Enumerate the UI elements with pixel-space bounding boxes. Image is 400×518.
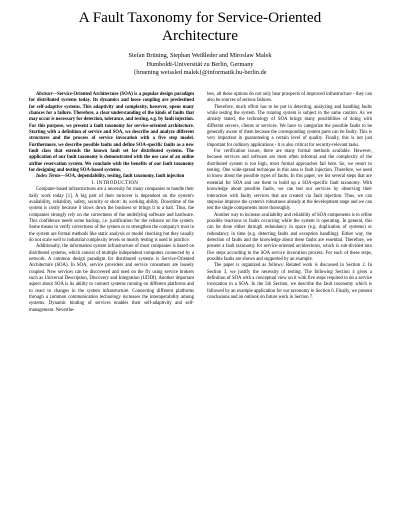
author-affiliation: Humboldt-Universität zu Berlin, Germany bbox=[146, 60, 254, 68]
abstract-text: —Service-Oriented Architecture (SOA) is a popular design paradigm for distributed systems today. Its dynamics and loose coupling are predestined for self-adaptive systems. This adaptivity and complexity, however, opens many chances for a failure. Therefore, a clear understanding of the kinds of faults that may occur is necessary for detection, tolerance, and testing, e.g. by fault injection. For this purpose, we present a fault taxonomy for service-oriented architecture. Starting with a definition of service and SOA, we describe and analyze different structures and the process of service invocation with a five step model. Furthermore, we describe possible faults and define SOA-specific faults as a new fault class that extends the known fault set for distributed systems. The application of our fault taxonomy is demonstrated with the use case of an online airline reservation system. We conclude with the benefits of our fault taxonomy for designing and testing SOA-based systems. bbox=[29, 92, 194, 174]
paragraph: Additionally, the information system infrastructure of most companies is based on distributed systems, which consist of multiple independent computers connected by a network. A common design paradigm for distributed systems is Service-Oriented Architecture (SOA). In SOA, service providers and service consumers are loosely coupled. New services can be discovered and used on the fly using service brokers such as Universal Description, Discovery and Integration (UDDI). Another important aspect about SOA is its ability to connect systems running on different platforms and to react to changes in the system infrastructure. Connecting different platforms through a common communication technology increases the interoperability among systems. Dynamic binding of services enables their self-adaptivity and self-management. Neverthe- bbox=[29, 244, 194, 313]
abstract bbox=[29, 92, 194, 174]
paragraph: Computer-based infrastructures are a necessity for many companies to handle their daily work today [1]. A big part of their turnover is dependent on the system's availability, reliability, safety, security or short: its working ability. Downtime of the system is costly because it slows down the business or brings it to a halt. Thus, the companies strongly rely on the correctness of the underlying software and hardware. This confidence needs some backup, i.e. justification for the reliance on the system. Some means to verify correctness of the system or to strengthen the company's trust in the system are formal methods like static analysis or model checking but they usually do not scale well to industrial complexity levels so mostly testing is used in practice. bbox=[29, 187, 194, 243]
paragraph: The paper is organized as follows: Related work is discussed in Section 2. In Section 3, we justify the necessity of testing. The following Section 4 gives a definition of SOA with a conceptual view on it with five steps required to do a service invocation in a SOA. In the 5th Section, we describe the fault taxonomy which is followed by an example application for our taxonomy in Section 6. Finally, we present conclusions and an outlook on future work in Section 7. bbox=[207, 263, 372, 300]
paragraph: For verification issues, there are many formal methods available. However, because services and software are most often informal and the complexity of the distributed system is too high, most formal approaches fail here. So, we resort to testing. One wide-spread technique in this area is fault injection. Therefore, we need to know about the possible types of faults. In this paper, we list several steps that are essential for SOA and use them to build up a SOA-specific fault taxonomy. With knowledge about possible faults, we can test our services by observing their interaction with faulty services that are created via fault injection. Thus, we can stepwise improve the system's robustness already at the development stage and we can test the single components more thoroughly. bbox=[207, 149, 372, 212]
right-column bbox=[207, 92, 372, 301]
paragraph-continued: less, all these options do not only bear prospects of improved infrastructure - they can also be sources of serious failures. bbox=[207, 92, 372, 104]
author-block bbox=[0, 52, 400, 78]
author-email: {bruening weissled malek}@informatik.hu-berlin.de bbox=[133, 69, 267, 76]
section-heading-introduction: I. INTRODUCTION bbox=[91, 180, 139, 186]
index-terms-lead: Index Terms bbox=[36, 174, 61, 180]
paragraph: Therefore, much effort has to be put in detecting, analyzing and handling faults while testing the system. The running system is subject to the same caution. As we already stated, the technology of SOA brings many possibilities of doing with different servers, clients or services. We have to categorize the possible faults to be generally aware of them because the corresponding system parts can be faulty. This is very important in guaranteeing a certain level of quality. Finally, this is not just important for ordinary applications - it is also critical for security-relevant tasks. bbox=[207, 104, 372, 148]
paper-title bbox=[0, 9, 400, 45]
index-terms bbox=[29, 174, 194, 180]
title-line-1: A Fault Taxonomy for Service-Oriented bbox=[78, 9, 322, 26]
abstract-lead: Abstract bbox=[36, 92, 53, 97]
paragraph: Another way to increase availability and reliability of SOA components is to refine possible reactions to faults occurring while the system is operating. In general, this can be done either through redundancy in space (e.g. duplication of systems) or redundancy in time (e.g. detecting faults and exception handling). Either way, the detection of faults and the knowledge about these faults are essential. Therefore, we present a fault taxonomy for service-oriented architectures, which is sub-divided into five steps according to the SOA service invocation process. For each of these steps, possible faults are shown and supported by an example. bbox=[207, 212, 372, 262]
title-line-2: Architecture bbox=[162, 27, 238, 44]
left-column bbox=[29, 92, 194, 314]
index-terms-text: —SOA, dependability, testing, fault taxonomy, fault injection bbox=[60, 174, 185, 180]
author-names: Stefan Brüning, Stephan Weißleder and Miroslaw Malek bbox=[128, 52, 272, 59]
